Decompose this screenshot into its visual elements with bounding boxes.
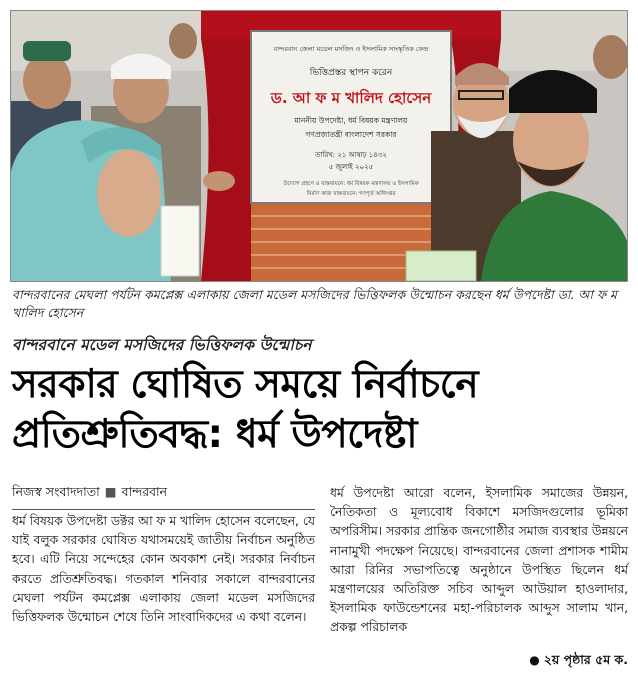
plaque-date-bn: তারিখ: ২১ আষাঢ় ১৪৩২	[315, 151, 387, 159]
headline-line-2: প্রতিশ্রুতিবদ্ধ: ধর্ম উপদেষ্টা	[12, 412, 418, 457]
folder	[406, 251, 476, 281]
byline-location: বান্দরবান	[121, 484, 168, 499]
hand	[203, 171, 235, 191]
headline-line-1: সরকার ঘোষিত সময়ে নির্বাচনে	[12, 362, 479, 407]
person-background	[169, 23, 197, 59]
photo-scene	[11, 11, 627, 281]
continuation-note	[529, 652, 628, 672]
continuation-bullet-icon: ●	[529, 653, 540, 667]
plaque-footer-2: নির্মাণ কাজ বাস্তবায়নে: গণপূর্ত অধিদপ্তর	[306, 191, 396, 197]
person-woman-scarf	[11, 120, 171, 281]
continuation-text: ২য় পৃষ্ঠার ৫ম ক.	[543, 652, 628, 667]
plaque-designation: মাননীয় উপদেষ্টা, ধর্ম বিষয়ক মন্ত্রণালয়	[294, 116, 408, 125]
plaque-laid-by: ভিত্তিপ্রস্তর স্থাপন করেন	[309, 68, 393, 78]
plaque-name: ড. আ ফ ম খালিদ হোসেন	[270, 89, 432, 107]
article-body-left: ধর্ম বিষয়ক উপদেষ্টা ডক্টর আ ফ ম খালিদ হোসেন বলেছেন, যে যাই বলুক সরকার ঘোষিত যথাসময়েই জাতীয় নির্বাচন অনুষ্ঠিত হবে। এটি নিয়ে সন্দেহের কোন অবকাশ নেই। সরকার নির্বাচন করতে প্রতিশ্রুতিবদ্ধ। গতকাল শনিবার সকালে বান্দরবানের মেঘলা পর্যটন কমপ্লেক্স এলাকায় জেলা মডেল মসজিদের ভিত্তিফলক উন্মোচন শেষে তিনি সাংবাদিকদের এ কথা বলেন।	[12, 514, 315, 625]
news-photo	[10, 10, 628, 282]
plaque-government: গণপ্রজাতন্ত্রী বাংলাদেশ সরকার	[305, 130, 397, 139]
byline	[12, 484, 315, 510]
plaque-footer-1: উদ্যোগ গ্রহণে ও বাস্তবায়নে: ধর্ম বিষয়ক মন্ত্রণালয় ও ইসলামিক	[283, 181, 419, 187]
byline-separator-icon: ■	[104, 484, 117, 499]
kicker-headline: বান্দরবানে মডেল মসজিদের ভিত্তিফলক উন্মোচন	[12, 336, 312, 354]
article-body-right: ধর্ম উপদেষ্টা আরো বলেন, ইসলামিক সমাজের উন্নয়ন, নৈতিকতা ও মূল্যবোধ বিকাশে মসজিদগুলোর ভূমিকা অপরিসীম। সরকার প্রান্তিক জনগোষ্ঠীর সমাজ ব্যবস্থার উন্নয়নে নানামুখী পদক্ষেপ নিয়েছে। বান্দরবানের জেলা প্রশাসক শামীম আরা রিনির সভাপতিত্বে অনুষ্ঠানে উপস্থিত ছিলেন ধর্ম মন্ত্রণালয়ের অতিরিক্ত সচিব আব্দুল আউয়াল হাওলাদার, ইসলামিক ফাউন্ডেশনের মহা-পরিচালক আব্দুস সালাম খান, প্রকল্প পরিচালক	[330, 486, 628, 635]
plaque-top-line: বান্দরবান জেলা মডেল মসজিদ ও ইসলামিক সাংস্কৃতিক কেন্দ্র	[273, 45, 429, 53]
main-headline	[12, 360, 628, 460]
byline-reporter: নিজস্ব সংবাদদাতা	[12, 484, 100, 499]
paper-held	[161, 206, 199, 276]
plaque-date-en: ৫ জুলাই ২০২৫	[328, 163, 374, 171]
photo-caption: বান্দরবানের মেঘলা পর্যটন কমপ্লেক্স এলাকায় জেলা মডেল মসজিদের ভিত্তিফলক উন্মোচন করছেন ধর্ম উপদেষ্টা ডা. আ ফ ম খালিদ হোসেন	[12, 287, 617, 320]
